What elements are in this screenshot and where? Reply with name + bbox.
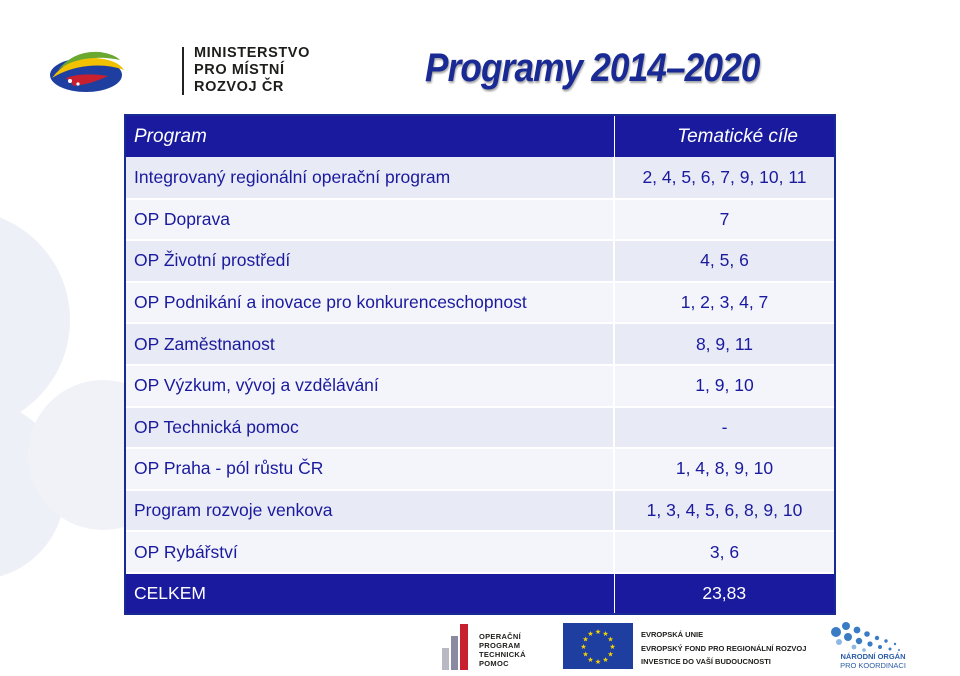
- svg-text:★: ★: [602, 630, 609, 638]
- svg-text:★: ★: [587, 630, 594, 638]
- program-cell: OP Rybářství: [126, 531, 614, 573]
- goals-cell: 4, 5, 6: [614, 240, 834, 282]
- optp-line: PROGRAM: [479, 641, 521, 650]
- program-cell: OP Životní prostředí: [126, 240, 614, 282]
- table-row: [126, 531, 834, 573]
- nok-text: [838, 653, 908, 670]
- goals-cell: -: [614, 407, 834, 449]
- program-cell: OP Zaměstnanost: [126, 323, 614, 365]
- optp-bars-icon: [442, 622, 472, 670]
- optp-line: OPERAČNÍ: [479, 632, 521, 641]
- program-cell: OP Podnikání a inovace pro konkurenceschopnost: [126, 282, 614, 324]
- table-row: [126, 240, 834, 282]
- eu-line: INVESTICE DO VAŠÍ BUDOUCNOSTI: [641, 657, 771, 666]
- table-header-row: [126, 116, 834, 157]
- eu-text: [641, 628, 806, 669]
- optp-line: TECHNICKÁ: [479, 650, 526, 659]
- column-header-goals: Tematické cíle: [614, 116, 834, 157]
- svg-text:★: ★: [594, 628, 602, 636]
- table-row: [126, 282, 834, 324]
- goals-cell: 1, 9, 10: [614, 365, 834, 407]
- programs-table: [124, 114, 836, 615]
- table-row: [126, 157, 834, 199]
- program-cell: Program rozvoje venkova: [126, 490, 614, 532]
- goals-cell: 7: [614, 199, 834, 241]
- logo-divider: [182, 47, 184, 95]
- total-value: 23,83: [614, 573, 834, 613]
- table-row: [126, 365, 834, 407]
- svg-text:★: ★: [582, 650, 589, 659]
- goals-cell: 1, 4, 8, 9, 10: [614, 448, 834, 490]
- svg-text:★: ★: [607, 635, 614, 644]
- goals-cell: 3, 6: [614, 531, 834, 573]
- mmr-logo: [48, 45, 310, 97]
- goals-cell: 8, 9, 11: [614, 323, 834, 365]
- nok-dots-icon: [826, 620, 906, 654]
- optp-line: POMOC: [479, 659, 509, 668]
- svg-text:★: ★: [580, 643, 587, 651]
- svg-text:★: ★: [594, 658, 602, 666]
- table-row: [126, 448, 834, 490]
- eu-flag-icon: [563, 623, 633, 669]
- eu-line: EVROPSKÁ UNIE: [641, 630, 704, 639]
- nok-line: NÁRODNÍ ORGÁN: [840, 652, 906, 661]
- svg-text:★: ★: [582, 635, 589, 644]
- eu-line: EVROPSKÝ FOND PRO REGIONÁLNÍ ROZVOJ: [641, 643, 807, 653]
- footer-logos: [0, 620, 960, 676]
- svg-text:★: ★: [607, 650, 614, 659]
- table-row: [126, 490, 834, 532]
- optp-text: [479, 632, 526, 668]
- program-cell: Integrovaný regionální operační program: [126, 157, 614, 199]
- optp-logo: [442, 622, 542, 672]
- ministry-name-line: MINISTERSTVO: [194, 45, 310, 61]
- goals-cell: 1, 2, 3, 4, 7: [614, 282, 834, 324]
- ministry-name-line: ROZVOJ ČR: [194, 79, 284, 95]
- ministry-name-line: PRO MÍSTNÍ: [194, 62, 285, 78]
- ministry-name: [194, 45, 310, 96]
- table-row: [126, 407, 834, 449]
- page-title: Programy 2014–2020: [425, 46, 760, 90]
- nok-line: PRO KOORDINACI: [840, 660, 906, 670]
- table-row: [126, 323, 834, 365]
- program-cell: OP Praha - pól růstu ČR: [126, 448, 614, 490]
- svg-text:★: ★: [602, 656, 609, 664]
- table-row: [126, 199, 834, 241]
- program-cell: OP Doprava: [126, 199, 614, 241]
- nok-logo: [818, 620, 918, 676]
- svg-text:★: ★: [587, 656, 594, 664]
- program-cell: OP Technická pomoc: [126, 407, 614, 449]
- mmr-emblem-icon: [48, 48, 126, 96]
- svg-text:★: ★: [609, 643, 616, 651]
- goals-cell: 1, 3, 4, 5, 6, 8, 9, 10: [614, 490, 834, 532]
- total-row: [126, 573, 834, 613]
- goals-cell: 2, 4, 5, 6, 7, 9, 10, 11: [614, 157, 834, 199]
- program-cell: OP Výzkum, vývoj a vzdělávání: [126, 365, 614, 407]
- column-header-program: Program: [126, 116, 614, 157]
- total-label: CELKEM: [126, 573, 614, 613]
